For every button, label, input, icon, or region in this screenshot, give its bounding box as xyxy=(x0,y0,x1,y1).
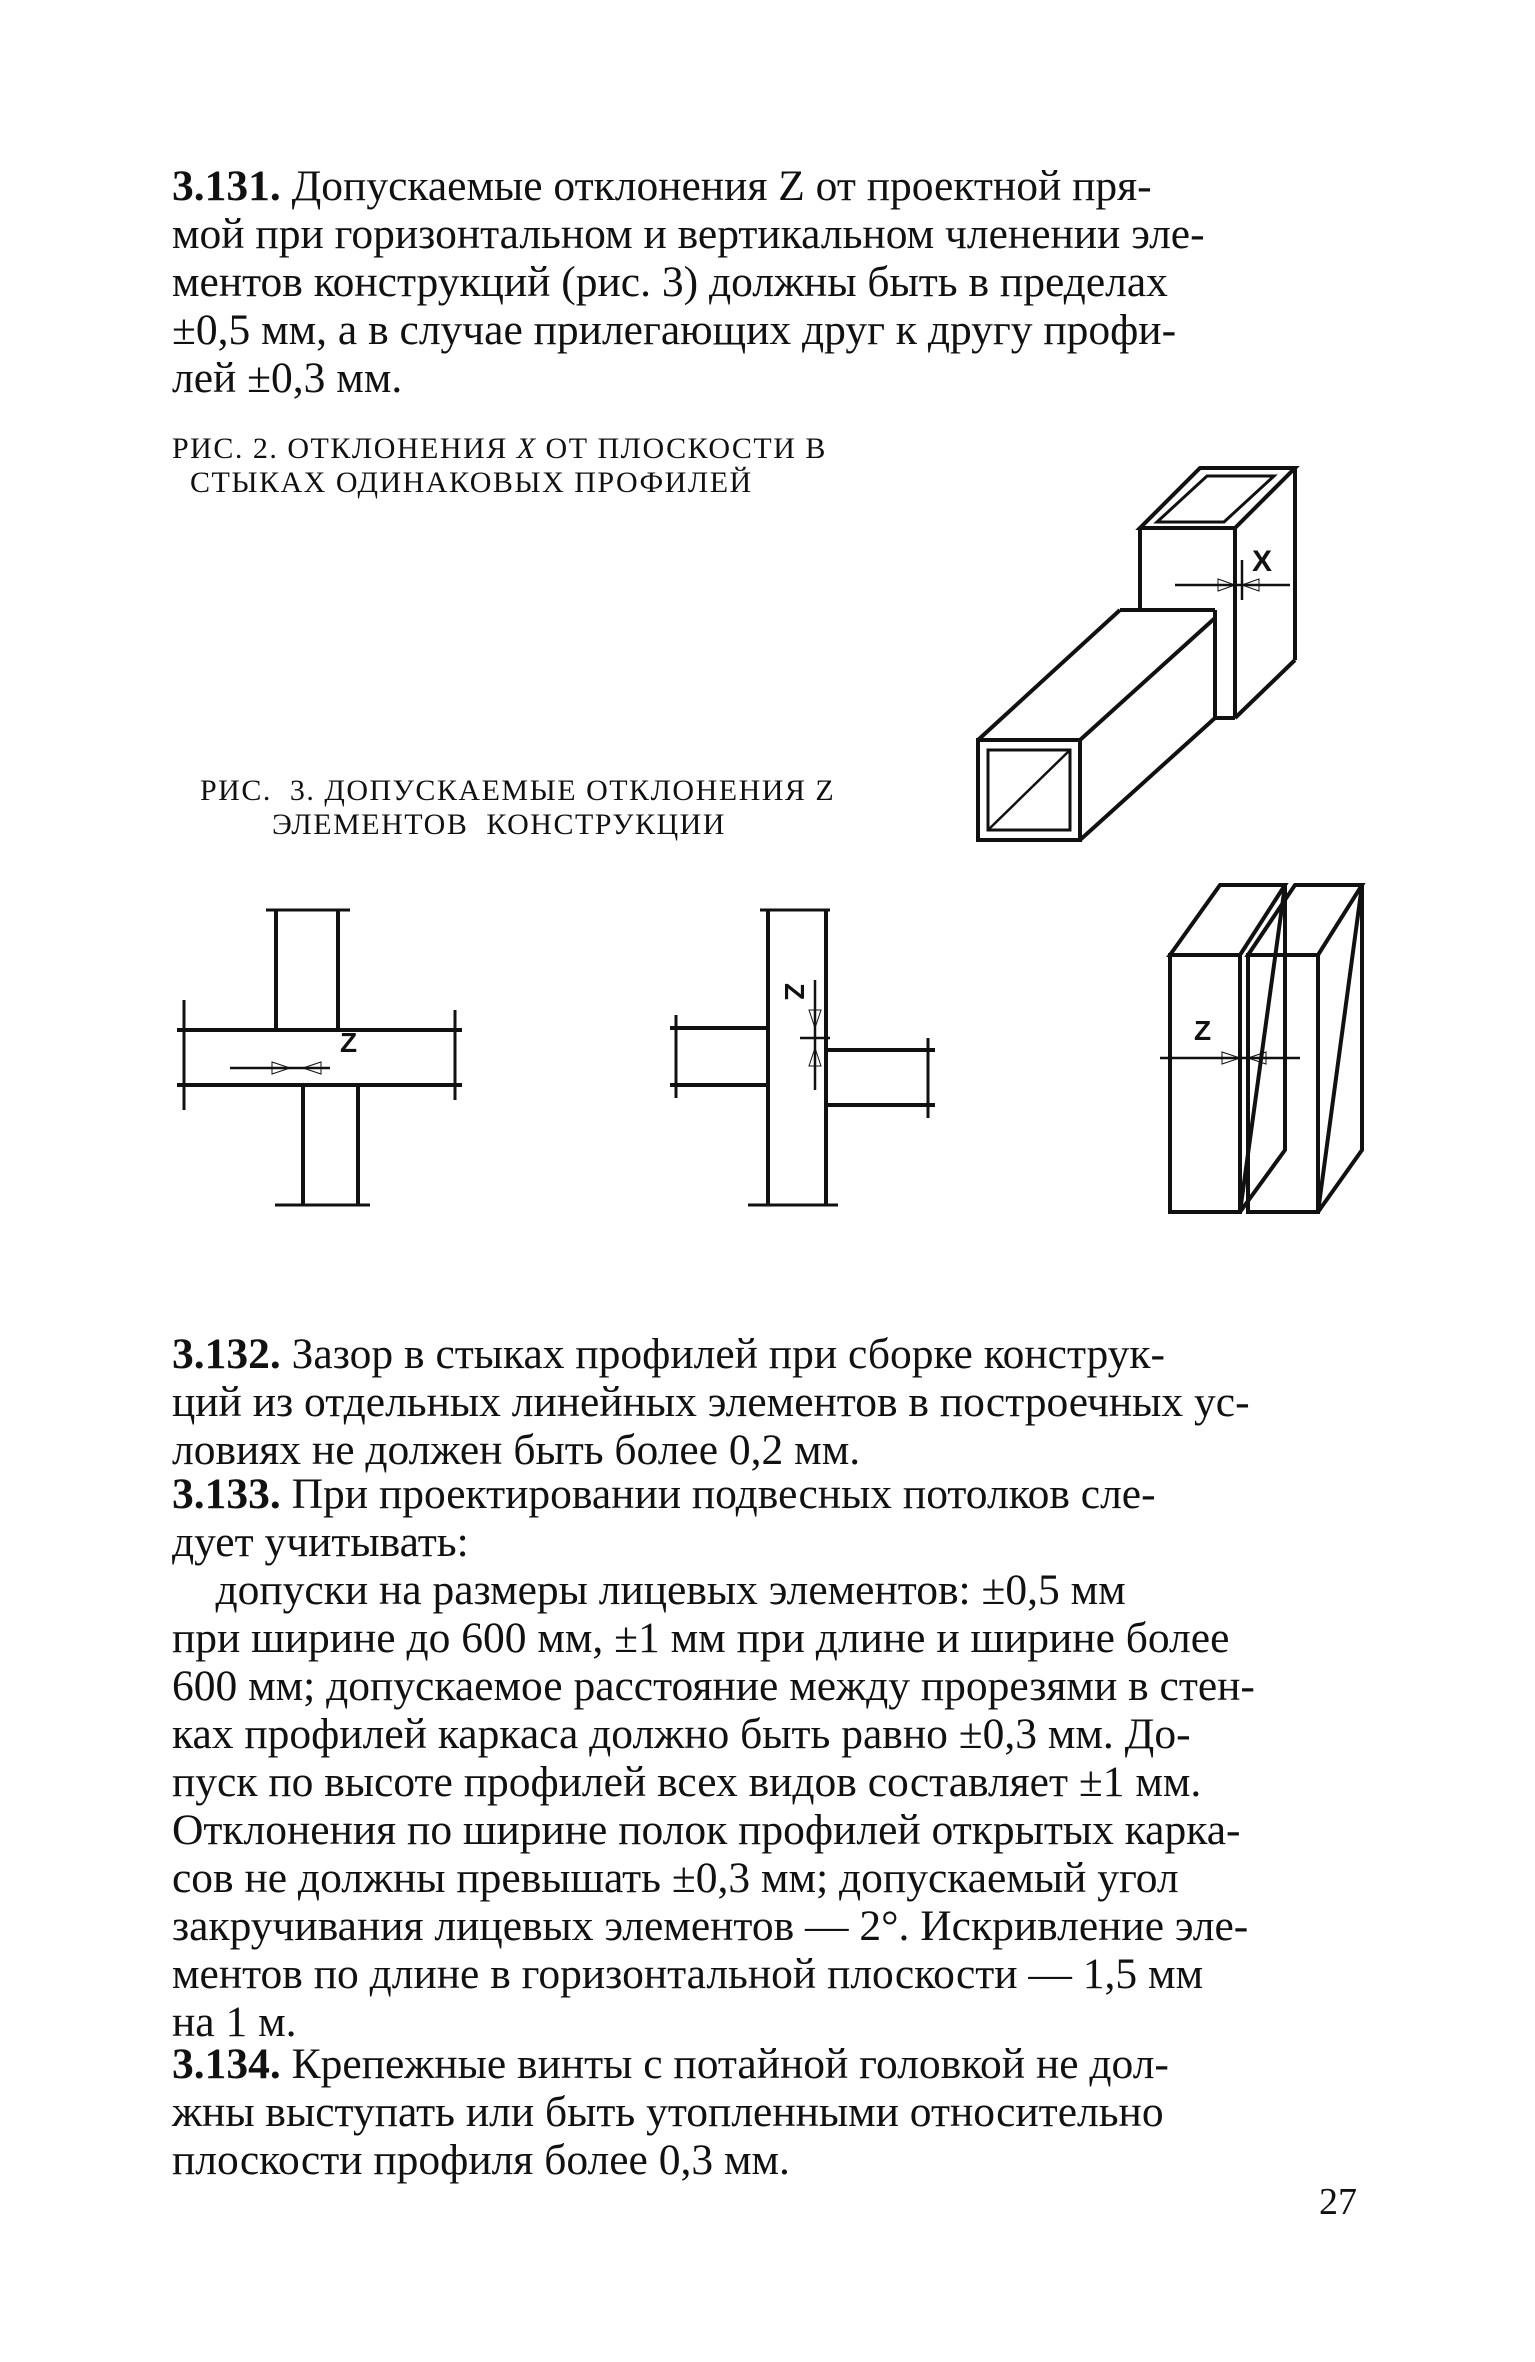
paragraph-line: дует учитывать: xyxy=(172,1518,469,1566)
paragraph-number: 3.134. xyxy=(172,2040,281,2088)
paragraph-number: 3.131. xyxy=(172,162,281,210)
paragraph-line: Отклонения по ширине полок профилей открытых карка- xyxy=(172,1806,1241,1854)
paragraph-line: сов не должны превышать ±0,3 мм; допускаемый угол xyxy=(172,1854,1179,1902)
paragraph-line: мой при горизонтальном и вертикальном членении эле- xyxy=(172,210,1205,258)
paragraph-number: 3.132. xyxy=(172,1330,281,1378)
paragraph-line: ках профилей каркаса должно быть равно ±0,3 мм. До- xyxy=(172,1710,1191,1758)
paragraph-line: Зазор в стыках профилей при сборке конструк- xyxy=(280,1330,1166,1378)
paragraph-line: ций из отдельных линейных элементов в построечных ус- xyxy=(172,1378,1250,1426)
page-number: 27 xyxy=(1319,2181,1357,2223)
paragraph-3-133 xyxy=(172,1470,1362,2046)
figure-3-caption: РИС. 3. ДОПУСКАЕМЫЕ ОТКЛОНЕНИЯ Z ЭЛЕМЕНТОВ КОНСТРУКЦИИ xyxy=(200,774,836,841)
paragraph-line: лей ±0,3 мм. xyxy=(172,354,403,402)
figure-3b xyxy=(670,910,935,1205)
figure-3c xyxy=(1160,885,1362,1212)
paragraph-3-134 xyxy=(172,2040,1362,2184)
x-label: X xyxy=(1252,545,1273,578)
paragraph-line: ловиях не должен быть более 0,2 мм. xyxy=(172,1426,861,1474)
figure-2-caption: РИС. 2. ОТКЛОНЕНИЯ X ОТ ПЛОСКОСТИ В СТЫКАХ ОДИНАКОВЫХ ПРОФИЛЕЙ xyxy=(172,432,827,499)
paragraph-line: жны выступать или быть утопленными относительно xyxy=(172,2088,1164,2136)
paragraph-line: на 1 м. xyxy=(172,1998,297,2046)
paragraph-line: допуски на размеры лицевых элементов: ±0,5 мм xyxy=(172,1566,1126,1614)
paragraph-line: 600 мм; допускаемое расстояние между прорезями в стен- xyxy=(172,1662,1255,1710)
paragraph-line: при ширине до 600 мм, ±1 мм при длине и ширине более xyxy=(172,1614,1230,1662)
paragraph-line: ментов конструкций (рис. 3) должны быть в пределах xyxy=(172,258,1168,306)
paragraph-line: Допускаемые отклонения Z от проектной пря- xyxy=(280,162,1152,210)
figure-3a xyxy=(177,910,462,1205)
z-label-c: Z xyxy=(1194,1015,1212,1046)
z-label-b: Z xyxy=(779,983,810,1001)
paragraph-3-132 xyxy=(172,1330,1362,1474)
paragraph-line: ±0,5 мм, а в случае прилегающих друг к другу профи- xyxy=(172,306,1177,354)
z-label-a: Z xyxy=(340,1027,358,1058)
paragraph-line: плоскости профиля более 0,3 мм. xyxy=(172,2136,790,2184)
paragraph-line: Крепежные винты с потайной головкой не дол- xyxy=(280,2040,1169,2088)
paragraph-line: закручивания лицевых элементов — 2°. Искривление эле- xyxy=(172,1902,1249,1950)
paragraph-number: 3.133. xyxy=(172,1470,281,1518)
paragraph-line: При проектировании подвесных потолков сле- xyxy=(280,1470,1156,1518)
paragraph-line: ментов по длине в горизонтальной плоскости — 1,5 мм xyxy=(172,1950,1204,1998)
paragraph-line: пуск по высоте профилей всех видов составляет ±1 мм. xyxy=(172,1758,1202,1806)
